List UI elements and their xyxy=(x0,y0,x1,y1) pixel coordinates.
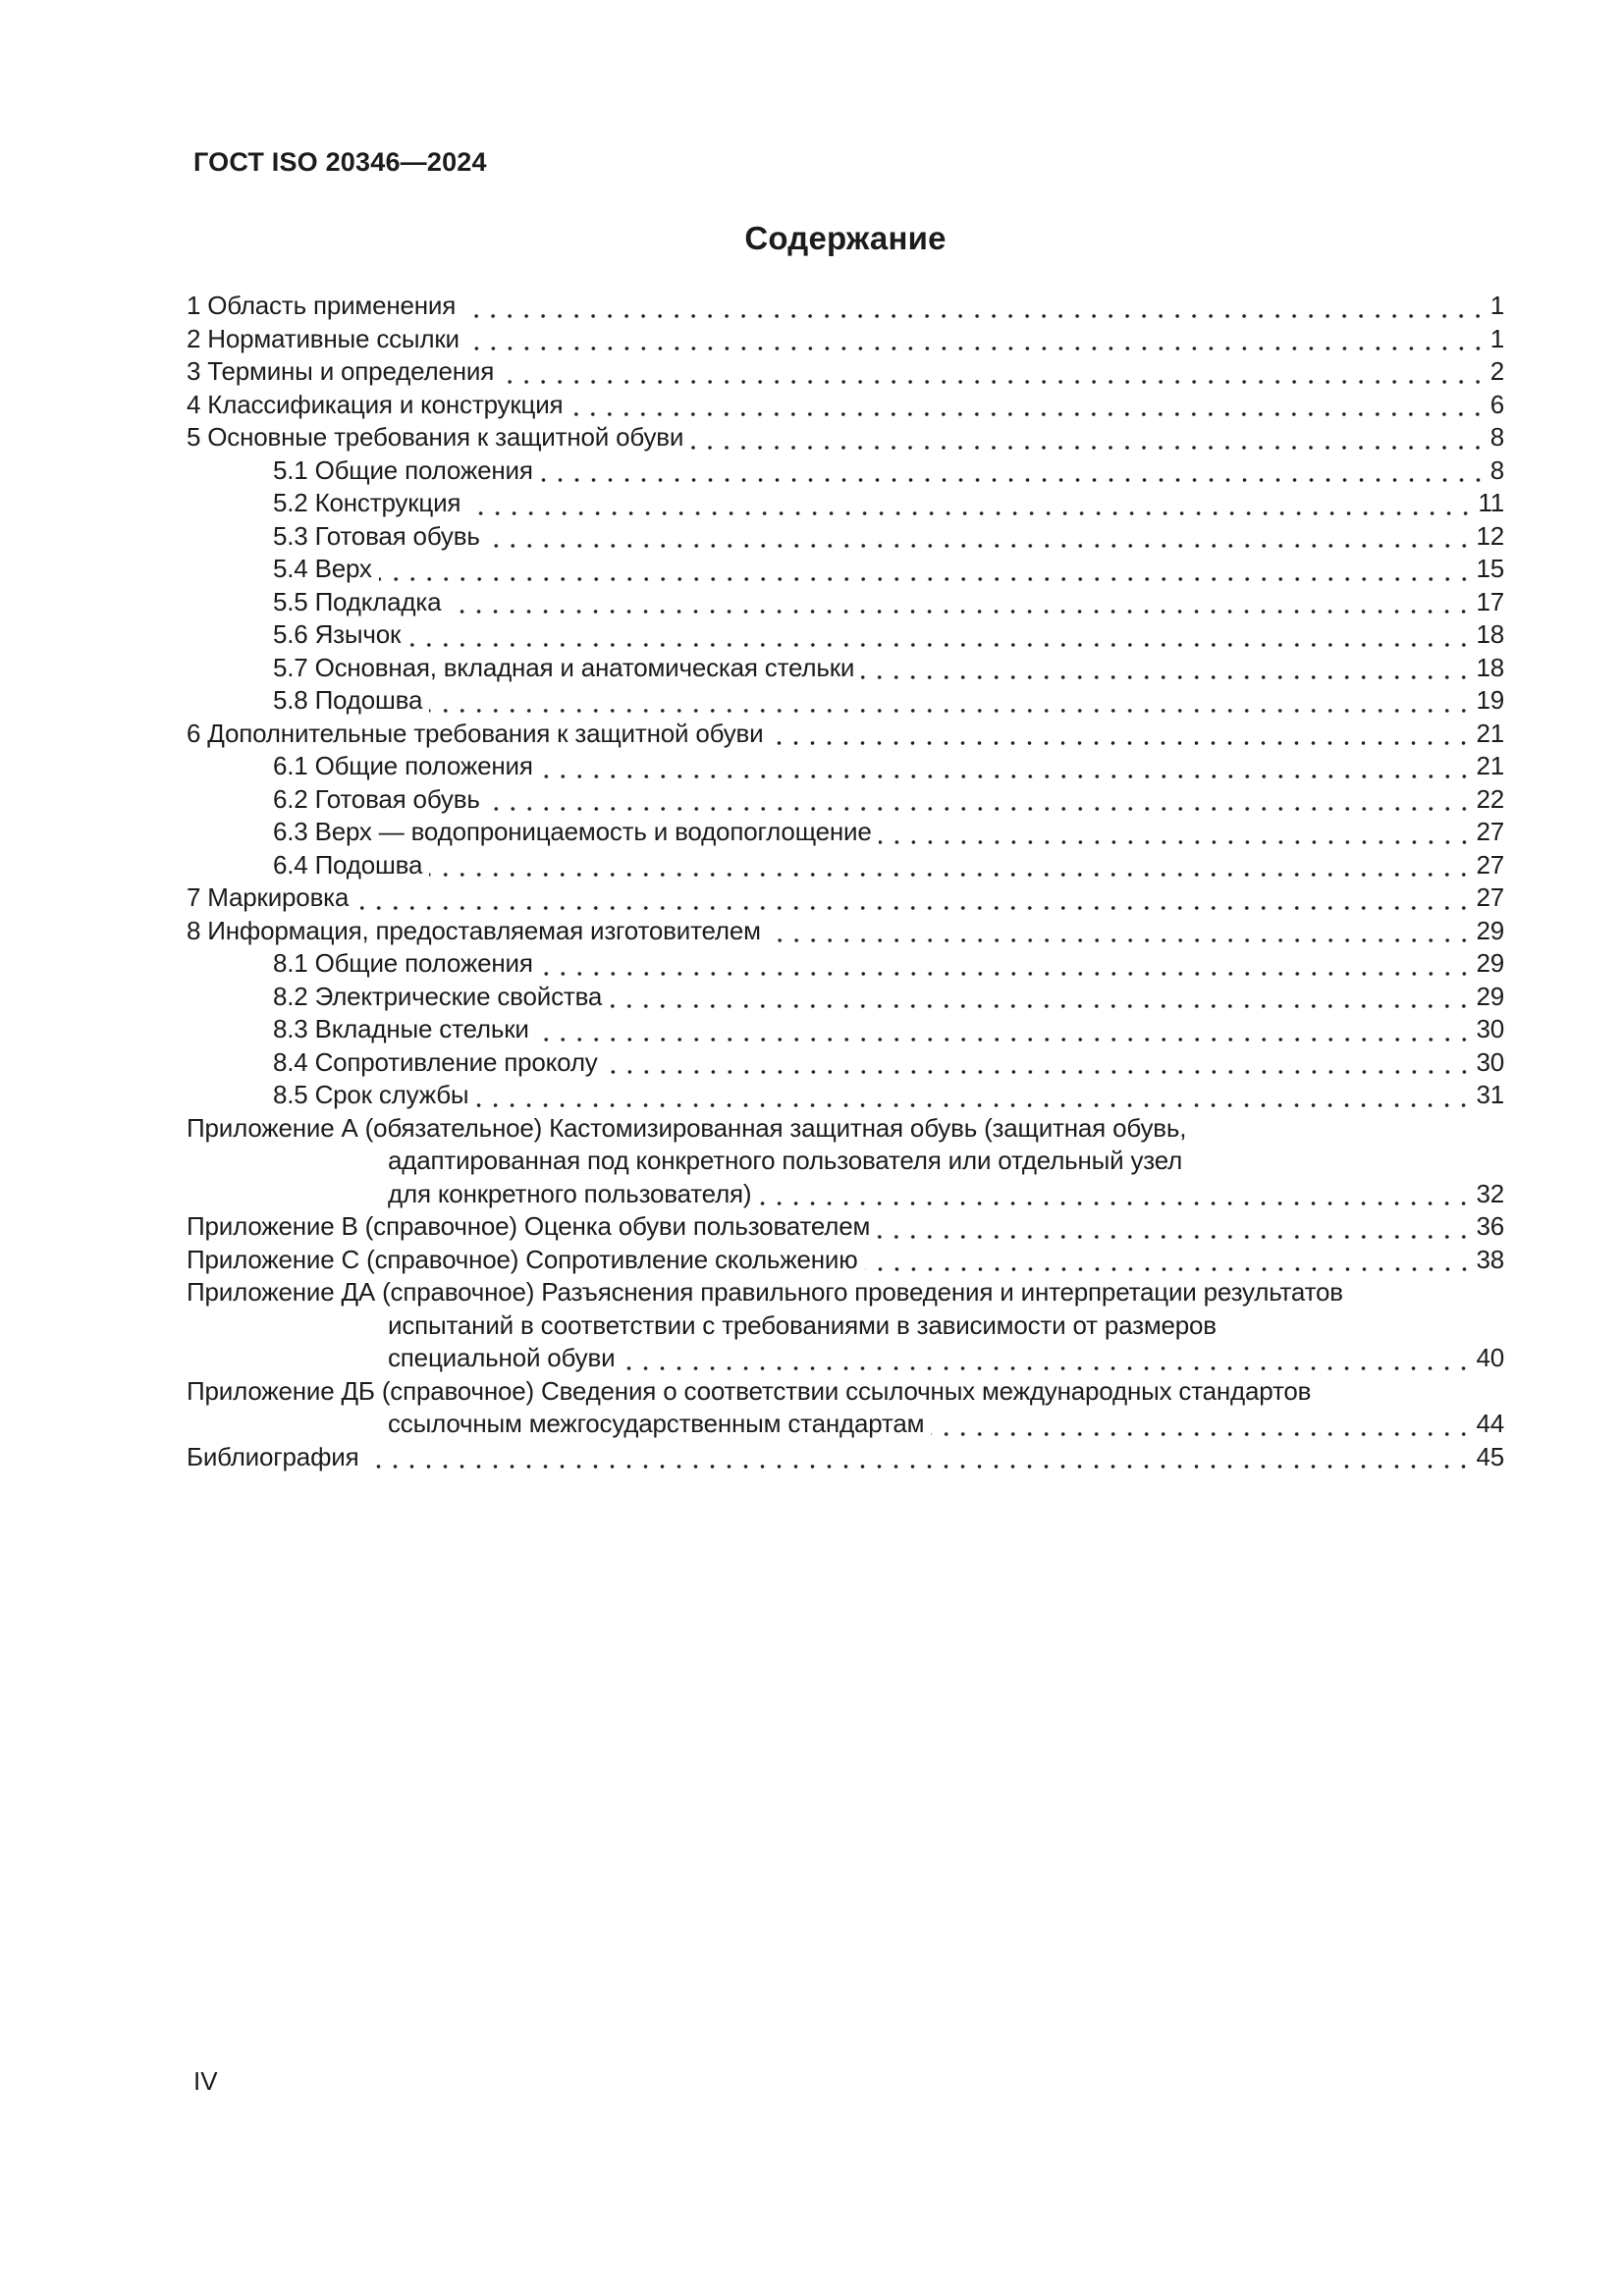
toc-entry-text: 5 Основные требования к защитной обуви xyxy=(187,422,684,452)
toc-entry-page: 29 xyxy=(1476,948,1504,978)
dot-leader xyxy=(758,1178,1474,1211)
toc-entry xyxy=(187,1342,1504,1375)
toc-entry-page: 17 xyxy=(1476,586,1504,616)
toc-title: Содержание xyxy=(744,220,947,256)
toc-entry-page: 30 xyxy=(1476,1046,1504,1077)
toc-entry-page: 21 xyxy=(1476,751,1504,780)
toc-entry-text: 8.3 Вкладные стельки xyxy=(273,1014,529,1043)
toc-entry-text: 6.1 Общие положения xyxy=(273,751,533,780)
toc-entry-text: 1 Область применения xyxy=(187,291,457,320)
dot-leader xyxy=(407,618,1474,652)
toc-entry-text: 5.2 Конструкция xyxy=(273,488,461,517)
dot-leader xyxy=(931,1408,1474,1441)
standard-code: ГОСТ ISO 20346—2024 xyxy=(193,147,487,177)
dot-leader xyxy=(1318,1375,1502,1409)
toc-entry xyxy=(187,1375,1504,1409)
toc-entry-page: 30 xyxy=(1476,1014,1504,1043)
toc-entry xyxy=(187,750,1504,783)
dot-leader xyxy=(865,1244,1475,1277)
toc-entry xyxy=(187,1244,1504,1277)
toc-entry xyxy=(187,1079,1504,1112)
dot-leader xyxy=(379,553,1475,586)
toc-entry-text: ссылочным межгосударственным стандартам xyxy=(388,1409,925,1438)
toc-entry xyxy=(187,355,1504,389)
toc-entry xyxy=(187,652,1504,685)
toc-entry-text: 8.2 Электрические свойства xyxy=(273,981,603,1011)
toc-entry xyxy=(187,981,1504,1014)
toc-entry-page: 27 xyxy=(1476,849,1504,880)
toc-entry-page: 18 xyxy=(1476,652,1504,682)
toc-entry-text: 5.4 Верх xyxy=(273,554,372,583)
toc-entry xyxy=(187,553,1504,586)
toc-entry xyxy=(187,520,1504,554)
toc-entry-text: 6.2 Готовая обувь xyxy=(273,783,480,814)
toc-entry-page: 29 xyxy=(1476,981,1504,1011)
toc-entry xyxy=(187,323,1504,356)
toc-entry-text: 5.6 Язычок xyxy=(273,619,402,649)
dot-leader xyxy=(609,981,1474,1014)
toc-entry-page: 29 xyxy=(1476,915,1504,945)
dot-leader xyxy=(355,881,1474,915)
dot-leader xyxy=(1223,1309,1502,1343)
dot-leader xyxy=(487,783,1475,817)
dot-leader xyxy=(1350,1276,1502,1309)
table-of-contents xyxy=(187,290,1504,1473)
dot-leader xyxy=(448,586,1474,619)
dot-leader xyxy=(879,816,1475,849)
page-number: IV xyxy=(193,2066,218,2096)
toc-entry xyxy=(187,816,1504,849)
toc-entry-page: 45 xyxy=(1476,1441,1504,1471)
toc-entry-text: для конкретного пользователя) xyxy=(388,1178,752,1208)
dot-leader xyxy=(487,520,1475,554)
dot-leader xyxy=(475,1079,1474,1112)
dot-leader xyxy=(569,389,1488,422)
toc-entry xyxy=(187,1408,1504,1441)
toc-entry xyxy=(187,290,1504,323)
toc-entry xyxy=(187,915,1504,948)
toc-entry xyxy=(187,718,1504,751)
toc-entry-page: 40 xyxy=(1476,1343,1504,1372)
toc-entry-page: 27 xyxy=(1476,882,1504,912)
toc-entry xyxy=(187,783,1504,817)
toc-entry-text: 5.8 Подошва xyxy=(273,685,423,715)
dot-leader xyxy=(1193,1112,1502,1146)
toc-entry-page: 1 xyxy=(1489,323,1504,353)
toc-entry-text: Приложение В (справочное) Оценка обуви пользователем xyxy=(187,1211,871,1241)
toc-entry-text: 8.4 Сопротивление проколу xyxy=(273,1046,598,1077)
toc-entry xyxy=(187,849,1504,882)
dot-leader xyxy=(501,355,1489,389)
toc-entry xyxy=(187,1112,1504,1146)
dot-leader xyxy=(429,684,1474,718)
toc-entry-text: 6.3 Верх — водопроницаемость и водопоглощение xyxy=(273,817,872,846)
toc-entry-text: Библиография xyxy=(187,1441,359,1471)
toc-entry-text: специальной обуви xyxy=(388,1343,616,1372)
toc-entry xyxy=(187,1178,1504,1211)
dot-leader xyxy=(429,849,1474,882)
toc-entry-text: Приложение А (обязательное) Кастомизированная защитная обувь (защитная обувь, xyxy=(187,1112,1187,1143)
dot-leader xyxy=(536,1013,1475,1046)
toc-entry xyxy=(187,586,1504,619)
dot-leader xyxy=(540,750,1475,783)
toc-entry xyxy=(187,1013,1504,1046)
toc-entry-text: 6 Дополнительные требования к защитной обуви xyxy=(187,718,764,748)
dot-leader xyxy=(1189,1145,1502,1178)
toc-entry-text: 6.4 Подошва xyxy=(273,849,423,880)
toc-entry xyxy=(187,454,1504,488)
dot-leader xyxy=(622,1342,1474,1375)
dot-leader xyxy=(467,487,1476,520)
toc-entry-text: 7 Маркировка xyxy=(187,882,350,912)
toc-entry-page: 36 xyxy=(1476,1211,1504,1241)
dot-leader xyxy=(462,290,1489,323)
toc-entry-text: 8 Информация, предоставляемая изготовителем xyxy=(187,915,761,945)
dot-leader xyxy=(877,1210,1474,1244)
toc-entry-page: 44 xyxy=(1476,1409,1504,1438)
toc-entry-page: 8 xyxy=(1489,454,1504,485)
toc-entry xyxy=(187,1210,1504,1244)
toc-entry xyxy=(187,1145,1504,1178)
dot-leader xyxy=(540,947,1475,981)
dot-leader xyxy=(768,915,1475,948)
toc-entry xyxy=(187,1309,1504,1343)
toc-entry-page: 1 xyxy=(1489,291,1504,320)
toc-entry-page: 11 xyxy=(1478,488,1504,517)
toc-entry-text: 8.5 Срок службы xyxy=(273,1080,469,1109)
toc-entry-text: 4 Классификация и конструкция xyxy=(187,389,564,419)
dot-leader xyxy=(605,1046,1475,1080)
toc-entry-text: Приложение С (справочное) Сопротивление скольжению xyxy=(187,1244,858,1274)
toc-entry-page: 8 xyxy=(1489,422,1504,452)
toc-entry-text: 5.7 Основная, вкладная и анатомическая стельки xyxy=(273,652,855,682)
toc-entry-page: 2 xyxy=(1489,356,1504,386)
dot-leader xyxy=(770,718,1474,751)
dot-leader xyxy=(466,323,1489,356)
toc-entry xyxy=(187,684,1504,718)
toc-entry xyxy=(187,421,1504,454)
toc-entry-text: адаптированная под конкретного пользователя или отдельный узел xyxy=(388,1146,1183,1175)
toc-entry-page: 6 xyxy=(1489,389,1504,419)
toc-entry-page: 27 xyxy=(1476,817,1504,846)
toc-entry-page: 38 xyxy=(1476,1244,1504,1274)
dot-leader xyxy=(540,454,1489,488)
toc-entry-page: 18 xyxy=(1476,619,1504,649)
toc-entry-text: 5.3 Готовая обувь xyxy=(273,520,480,551)
toc-entry-text: Приложение ДБ (справочное) Сведения о соответствии ссылочных международных стандартов xyxy=(187,1375,1312,1406)
toc-entry-text: 8.1 Общие положения xyxy=(273,948,533,978)
toc-entry xyxy=(187,389,1504,422)
toc-entry-text: Приложение ДА (справочное) Разъяснения правильного проведения и интерпретации результатов xyxy=(187,1277,1343,1307)
toc-entry xyxy=(187,1441,1504,1474)
toc-entry-page: 22 xyxy=(1476,783,1504,814)
toc-entry xyxy=(187,947,1504,981)
toc-entry xyxy=(187,881,1504,915)
toc-entry-page: 19 xyxy=(1476,685,1504,715)
toc-entry-text: 5.5 Подкладка xyxy=(273,586,442,616)
toc-entry-page: 21 xyxy=(1476,718,1504,748)
toc-entry-text: 2 Нормативные ссылки xyxy=(187,323,460,353)
toc-entry-page: 31 xyxy=(1476,1080,1504,1109)
toc-entry-text: 3 Термины и определения xyxy=(187,356,495,386)
dot-leader xyxy=(690,421,1489,454)
toc-entry xyxy=(187,1046,1504,1080)
toc-entry xyxy=(187,487,1504,520)
toc-entry xyxy=(187,1276,1504,1309)
toc-entry-text: испытаний в соответствии с требованиями в зависимости от размеров xyxy=(388,1309,1217,1340)
toc-entry-page: 12 xyxy=(1476,520,1504,551)
toc-entry-page: 32 xyxy=(1476,1178,1504,1208)
toc-entry-page: 15 xyxy=(1476,554,1504,583)
dot-leader xyxy=(861,652,1474,685)
toc-entry-text: 5.1 Общие положения xyxy=(273,454,533,485)
toc-entry xyxy=(187,618,1504,652)
dot-leader xyxy=(365,1441,1474,1474)
